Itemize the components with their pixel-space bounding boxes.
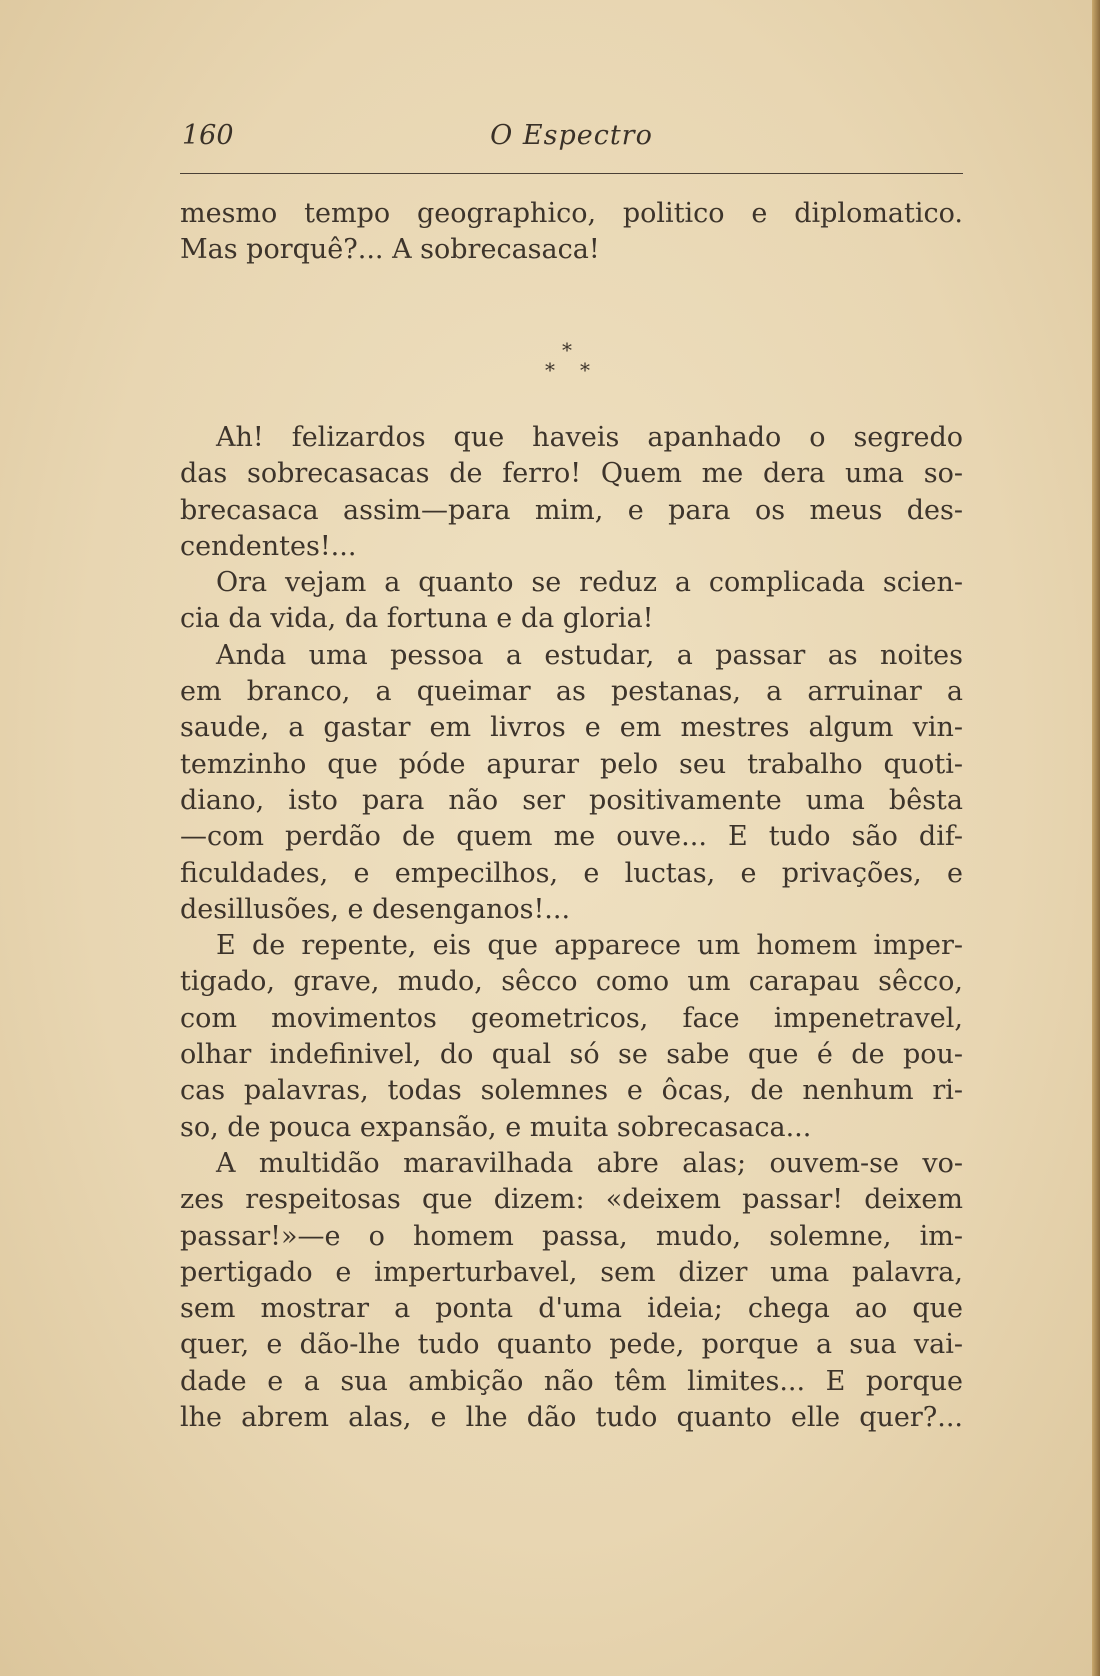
header-rule xyxy=(180,173,963,174)
text-line: Anda uma pessoa a estudar, a passar as noites xyxy=(216,639,963,671)
text-line: cas palavras, todas solemnes e ôcas, de nenhum ri- xyxy=(180,1075,963,1107)
text-line: Ah! felizardos que haveis apanhado o segredo xyxy=(216,422,963,453)
text-line: Ora vejam a quanto se reduz a complicada scien- xyxy=(216,567,963,599)
section-break-asterism xyxy=(525,338,615,388)
text-line: em branco, a queimar as pestanas, a arruinar a xyxy=(180,676,963,708)
text-line: zes respeitosas que dizem: «deixem passar! deixem xyxy=(180,1184,963,1216)
text-line: passar!»—e o homem passa, mudo, solemne, im- xyxy=(180,1220,963,1252)
text-line: —com perdão de quem me ouve... E tudo são dif- xyxy=(180,821,963,853)
text-line: saude, a gastar em livros e em mestres algum vin- xyxy=(180,712,963,744)
text-line: com movimentos geometricos, face impenetravel, xyxy=(180,1002,963,1034)
text-line: pertigado e imperturbavel, sem dizer uma palavra, xyxy=(180,1256,963,1288)
asterisk-ornament: * xyxy=(580,358,590,382)
text-line: so, de pouca expansão, e muita sobrecasaca... xyxy=(180,1111,812,1143)
paragraph-continuation xyxy=(180,196,963,269)
text-line: Mas porquê?... A sobrecasaca! xyxy=(180,234,600,266)
text-line: mesmo tempo geographico, politico e diplomatico. xyxy=(180,198,963,229)
text-line: cia da vida, da fortuna e da gloria! xyxy=(180,603,654,635)
text-line: olhar indefinivel, do qual só se sabe que é de pou- xyxy=(180,1039,963,1071)
main-text xyxy=(180,420,963,1436)
text-line: quer, e dão-lhe tudo quanto pede, porque a sua vai- xyxy=(180,1329,963,1361)
asterisk-ornament: * xyxy=(545,358,555,382)
text-line: das sobrecasacas de ferro! Quem me dera uma so- xyxy=(180,458,963,490)
text-line: diano, isto para não ser positivamente uma bêsta xyxy=(180,784,963,816)
text-line: brecasaca assim—para mim, e para os meus des- xyxy=(180,494,963,526)
text-line: temzinho que póde apurar pelo seu trabalho quoti- xyxy=(180,748,963,780)
text-line: cendentes!... xyxy=(180,530,357,562)
text-line: dade e a sua ambição não têm limites... E porque xyxy=(180,1365,963,1397)
running-title: O Espectro xyxy=(490,120,653,151)
text-line: sem mostrar a ponta d'uma ideia; chega ao que xyxy=(180,1293,963,1325)
page-edge xyxy=(1092,0,1100,1676)
page-header xyxy=(180,120,963,160)
text-line: ficuldades, e empecilhos, e luctas, e privações, e xyxy=(180,857,963,889)
page-number: 160 xyxy=(182,120,234,151)
text-line: A multidão maravilhada abre alas; ouvem-se vo- xyxy=(216,1147,963,1179)
text-line: E de repente, eis que apparece um homem imper- xyxy=(216,930,963,962)
asterisk-ornament: * xyxy=(562,338,572,362)
text-line: lhe abrem alas, e lhe dão tudo quanto elle quer?... xyxy=(180,1402,963,1434)
text-line: tigado, grave, mudo, sêcco como um carapau sêcco, xyxy=(180,966,963,998)
text-line: desillusões, e desenganos!... xyxy=(180,893,571,925)
